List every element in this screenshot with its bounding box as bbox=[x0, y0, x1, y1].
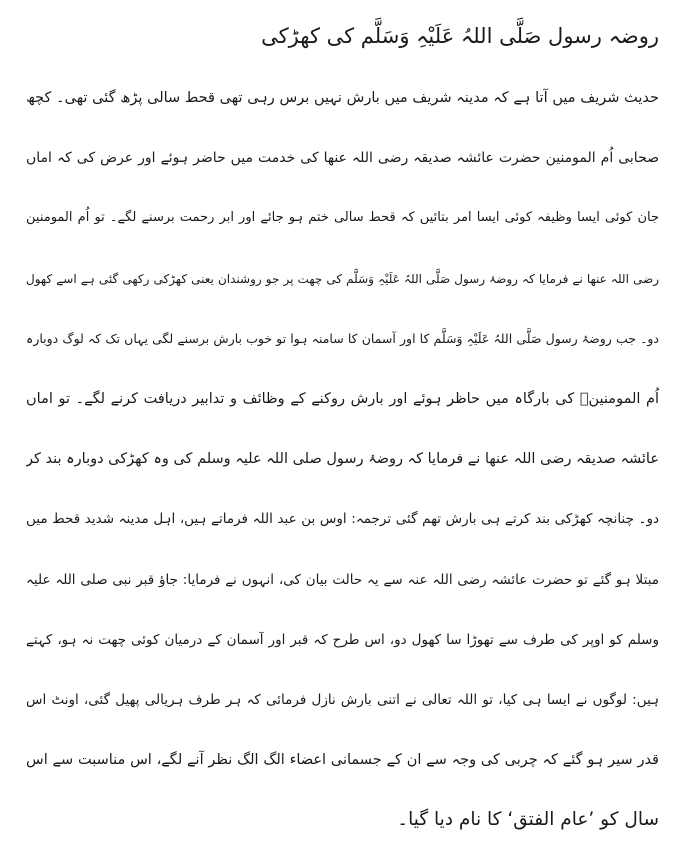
text-line: دو۔ چنانچہ کھڑکی بند کرتے ہی بارش تھم گئی ترجمہ: اوس بن عبد اللہ فرماتے ہیں، اہل مدینہ شدید قحط میں bbox=[26, 511, 659, 528]
text-line: صحابی اُم المومنین حضرت عائشہ صدیقہ رضی اللہ عنھا کی خدمت میں حاضر ہوئے اور عرض کی کہ اماں bbox=[26, 150, 659, 167]
text-line: وسلم کو اوپر کی طرف سے تھوڑا سا کھول دو، اس طرح کہ قبر اور آسمان کے درمیان کوئی چھت نہ ہو، کہتے bbox=[26, 631, 659, 648]
text-line: دو۔ جب روضۂ رسول صَلَّی اللہُ عَلَیْہِ وَسَلَّم کا اور آسمان کا سامنہ ہوا تو خوب بارش برسنے لگی یہاں تک کہ لوگ دوبارہ bbox=[26, 330, 659, 346]
text-line: اُم المومنینؓ کی بارگاہ میں حاظر ہوئے اور بارش روکنے کے وظائف و تدابیر دریافت کرنے لگے۔ تو اماں bbox=[26, 390, 659, 407]
text-line: حدیث شریف میں آتا ہے کہ مدینہ شریف میں بارش نہیں برس رہی تھی قحط سالی پڑھ گئی تھی۔ کچھ bbox=[26, 90, 659, 106]
text-line: قدر سیر ہو گئے کہ چربی کی وجہ سے ان کے جسمانی اعضاء الگ الگ نظر آنے لگے، اس مناسبت سے اس bbox=[26, 752, 659, 769]
text-line: عائشہ صدیقہ رضی اللہ عنھا نے فرمایا کہ روضۂ رسول صلی اللہ علیہ وسلم کی وہ کھڑکی دوبارہ بند کر bbox=[26, 451, 659, 468]
document-body bbox=[26, 68, 659, 850]
text-line-last: سال کو ’عام الفتق‘ کا نام دیا گیا۔ bbox=[397, 809, 659, 831]
document-title: روضہ رسول صَلَّی اللہُ عَلَیْہِ وَسَلَّم کی کھڑکی bbox=[261, 24, 659, 48]
text-line: جان کوئی ایسا وظیفہ کوئی ایسا امر بتائیں کہ قحط سالی ختم ہو جائے اور ابر رحمت برسنے لگے۔ تو اُم المومنین bbox=[26, 210, 659, 226]
text-line: مبتلا ہو گئے تو حضرت عائشہ رضی اللہ عنہ سے یہ حالت بیان کی، انہوں نے فرمایا: جاؤ قبر نبی صلی اللہ علیہ bbox=[26, 571, 659, 588]
text-line: ہیں: لوگوں نے ایسا ہی کیا، تو اللہ تعالی نے اتنی بارش نازل فرمائی کہ ہر طرف ہریالی پھیل گئی، اونٹ اس bbox=[26, 691, 659, 708]
text-line: رضی اللہ عنھا نے فرمایا کہ روضۂ رسول صَلَّی اللہُ عَلَیْہِ وَسَلَّم کی چھت پر جو روشندان یعنی کھڑکی رکھی گئی ہے اسے کھول bbox=[26, 271, 659, 286]
